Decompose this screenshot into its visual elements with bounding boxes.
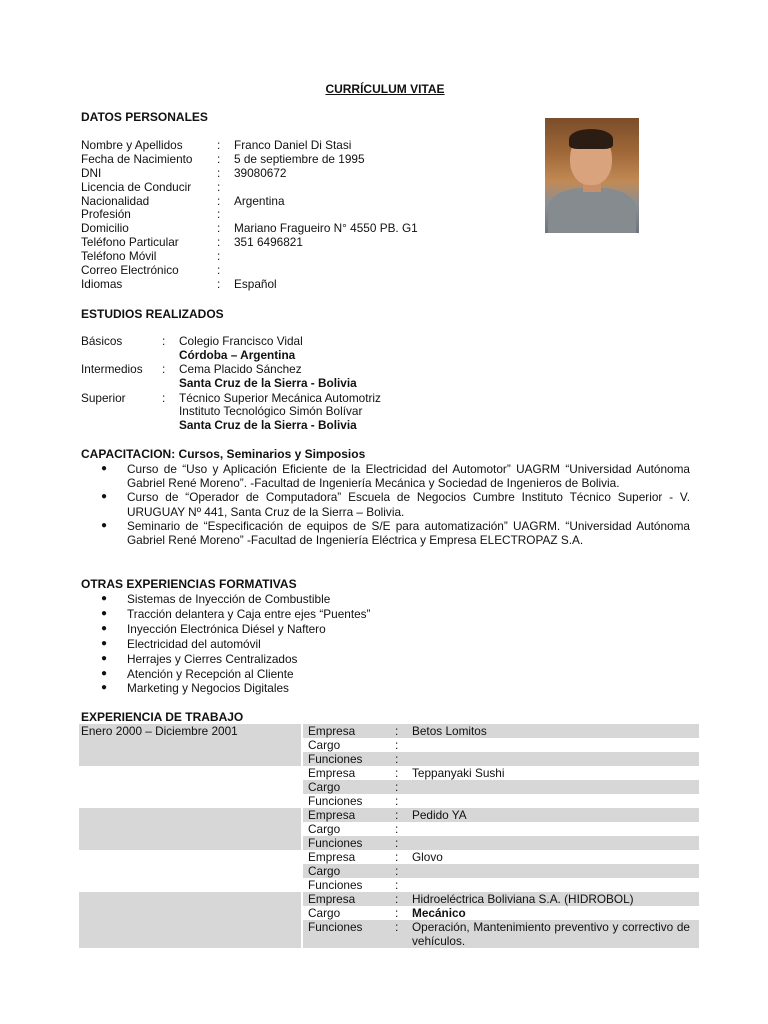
bullet-icon: ●	[101, 637, 108, 649]
datos-personales-row	[81, 236, 681, 250]
experiencia-empresa-row	[79, 808, 699, 822]
field-label: Correo Electrónico	[81, 263, 179, 278]
colon: :	[217, 263, 221, 278]
field-label: Nombre y Apellidos	[81, 138, 183, 152]
estudio-label: Intermedios	[81, 361, 143, 376]
field-value: 39080672	[234, 165, 287, 180]
experiencia-empresa-row	[79, 892, 699, 906]
colon: :	[395, 808, 399, 822]
colon: :	[217, 249, 221, 264]
colon: :	[395, 794, 399, 808]
bullet-icon: ●	[101, 463, 108, 474]
document-title: CURRÍCULUM VITAE	[325, 82, 445, 96]
job-field-value: Betos Lomitos	[412, 724, 487, 738]
capacitacion-list	[81, 462, 690, 547]
estudio-school: Colegio Francisco Vidal	[179, 334, 303, 348]
estudios-superior	[81, 392, 701, 406]
colon: :	[217, 179, 221, 194]
colon: :	[395, 864, 399, 878]
estudio-label: Básicos	[81, 334, 123, 348]
bullet-icon: ●	[101, 622, 108, 634]
colon: :	[217, 165, 221, 180]
estudios-heading: ESTUDIOS REALIZADOS	[81, 307, 224, 321]
colon: :	[395, 822, 399, 836]
experiencia-funciones-row	[79, 878, 699, 892]
field-label: Profesión	[81, 207, 131, 222]
field-label: Teléfono Móvil	[81, 249, 157, 264]
field-label: Licencia de Conducir	[81, 179, 192, 194]
job-field-label: Empresa	[308, 766, 356, 780]
job-field-label: Empresa	[308, 892, 356, 906]
job-field-label: Funciones	[308, 752, 363, 766]
estudios-list	[81, 335, 701, 433]
colon: :	[395, 906, 399, 920]
field-label: DNI	[81, 165, 102, 180]
list-item: ● Curso de “Operador de Computadora” Escuela de Negocios Cumbre Instituto Técnico Superior - V. URUGUAY Nº 441, Santa Cruz de la Sierra – Bolivia.	[101, 490, 690, 519]
colon: :	[217, 276, 221, 291]
field-label: Domicilio	[81, 221, 129, 236]
experiencia-cargo-row	[79, 864, 699, 878]
estudio-school: Cema Placido Sánchez	[179, 361, 302, 376]
list-item: ● Electricidad del automóvil	[101, 636, 261, 651]
experiencia-cargo-row	[79, 906, 699, 920]
list-item: ● Sistemas de Inyección de Combustible	[101, 592, 331, 606]
datos-personales-row	[81, 264, 681, 278]
colon: :	[395, 780, 399, 794]
experiencia-empresa-row	[79, 766, 699, 780]
field-label: Teléfono Particular	[81, 235, 179, 250]
field-label: Idiomas	[81, 276, 123, 291]
experiencia-funciones-row	[79, 752, 699, 766]
field-value: Argentina	[234, 193, 285, 208]
colon: :	[217, 235, 221, 250]
field-value: Mariano Fragueiro N° 4550 PB. G1	[234, 221, 418, 236]
capacitacion-heading: CAPACITACION: Cursos, Seminarios y Simposios	[81, 447, 366, 461]
estudio-location: Córdoba – Argentina	[179, 347, 296, 362]
job-field-label: Cargo	[308, 780, 341, 794]
job-field-value: Hidroeléctrica Boliviana S.A. (HIDROBOL)	[412, 892, 634, 906]
estudio-school: Instituto Tecnológico Simón Bolívar	[179, 404, 363, 419]
otras-list	[81, 592, 690, 696]
job-field-label: Cargo	[308, 822, 341, 836]
estudio-location: Santa Cruz de la Sierra - Bolivia	[179, 418, 357, 433]
list-item: ● Atención y Recepción al Cliente	[101, 666, 294, 681]
field-value: 351 6496821	[234, 235, 303, 250]
job-field-label: Empresa	[308, 724, 356, 738]
job-field-value: Glovo	[412, 850, 443, 864]
colon: :	[162, 361, 166, 376]
experiencia-funciones-row	[79, 794, 699, 808]
experiencia-heading: EXPERIENCIA DE TRABAJO	[81, 710, 244, 724]
colon: :	[217, 138, 221, 152]
job-field-label: Empresa	[308, 808, 356, 822]
datos-personales-row	[81, 278, 681, 292]
field-label: Fecha de Nacimiento	[81, 151, 193, 166]
estudio-degree: Técnico Superior Mecánica Automotriz	[179, 390, 381, 405]
list-item: ● Herrajes y Cierres Centralizados	[101, 651, 298, 666]
colon: :	[395, 850, 399, 864]
job-field-label: Empresa	[308, 850, 356, 864]
experiencia-funciones-row	[79, 920, 699, 948]
job-field-label: Cargo	[308, 738, 341, 752]
job-field-value: Mecánico	[412, 906, 466, 920]
job-field-label: Funciones	[308, 794, 363, 808]
job-field-label: Cargo	[308, 906, 341, 920]
colon: :	[395, 920, 399, 934]
colon: :	[162, 390, 166, 405]
colon: :	[217, 221, 221, 236]
colon: :	[395, 766, 399, 780]
experiencia-period: Enero 2000 – Diciembre 2001	[81, 724, 238, 738]
experiencia-cargo-row	[79, 738, 699, 752]
colon: :	[217, 151, 221, 166]
colon: :	[395, 752, 399, 766]
colon: :	[395, 892, 399, 906]
experiencia-cargo-row	[79, 822, 699, 836]
experiencia-empresa-row	[79, 850, 699, 864]
colon: :	[395, 836, 399, 850]
job-field-label: Funciones	[308, 836, 363, 850]
colon: :	[395, 738, 399, 752]
field-value: Franco Daniel Di Stasi	[234, 138, 352, 152]
estudios-intermedios	[81, 363, 701, 377]
list-item: ● Tracción delantera y Caja entre ejes “Puentes”	[101, 606, 371, 621]
experiencia-empresa-row	[79, 724, 699, 738]
profile-photo	[545, 118, 639, 233]
otras-heading: OTRAS EXPERIENCIAS FORMATIVAS	[81, 577, 297, 591]
estudios-basicos	[81, 335, 701, 349]
bullet-icon: ●	[101, 593, 108, 604]
list-item: ● Marketing y Negocios Digitales	[101, 681, 289, 696]
list-item: ● Inyección Electrónica Diésel y Naftero	[101, 621, 326, 636]
bullet-icon: ●	[101, 667, 108, 679]
experiencia-cargo-row	[79, 780, 699, 794]
colon: :	[395, 724, 399, 738]
job-field-value: Pedido YA	[412, 808, 467, 822]
colon: :	[162, 334, 166, 348]
colon: :	[217, 193, 221, 208]
estudio-label: Superior	[81, 390, 126, 405]
bullet-icon: ●	[101, 682, 108, 694]
field-label: Nacionalidad	[81, 193, 150, 208]
job-field-value: Teppanyaki Sushi	[412, 766, 505, 780]
colon: :	[217, 207, 221, 222]
list-item: ● Curso de “Uso y Aplicación Eficiente de la Electricidad del Automotor” UAGRM “Universidad Autónoma Gabriel René Moreno”. -Facultad de Ingeniería Mecánica y Sociedad de Ingenieros de Bolivia.	[101, 462, 690, 491]
bullet-icon: ●	[101, 519, 108, 531]
bullet-icon: ●	[101, 652, 108, 664]
job-field-label: Funciones	[308, 920, 363, 934]
bullet-icon: ●	[101, 491, 108, 503]
field-value: 5 de septiembre de 1995	[234, 151, 365, 166]
job-field-label: Cargo	[308, 864, 341, 878]
job-field-label: Funciones	[308, 878, 363, 892]
colon: :	[395, 878, 399, 892]
estudio-location: Santa Cruz de la Sierra - Bolivia	[179, 375, 357, 390]
datos-personales-row	[81, 250, 681, 264]
list-item: ● Seminario de “Especificación de equipos de S/E para automatización” UAGRM. “Universidad Autónoma Gabriel René Moreno” -Facultad de Ingeniería Eléctrica y Empresa ELECTROPAZ S.A.	[101, 518, 690, 548]
datos-personales-heading: DATOS PERSONALES	[81, 110, 208, 124]
field-value: Español	[234, 276, 277, 291]
experiencia-table	[79, 724, 699, 948]
job-field-value: Operación, Mantenimiento preventivo y correctivo de vehículos.	[412, 920, 690, 948]
bullet-icon: ●	[101, 607, 108, 619]
experiencia-funciones-row	[79, 836, 699, 850]
